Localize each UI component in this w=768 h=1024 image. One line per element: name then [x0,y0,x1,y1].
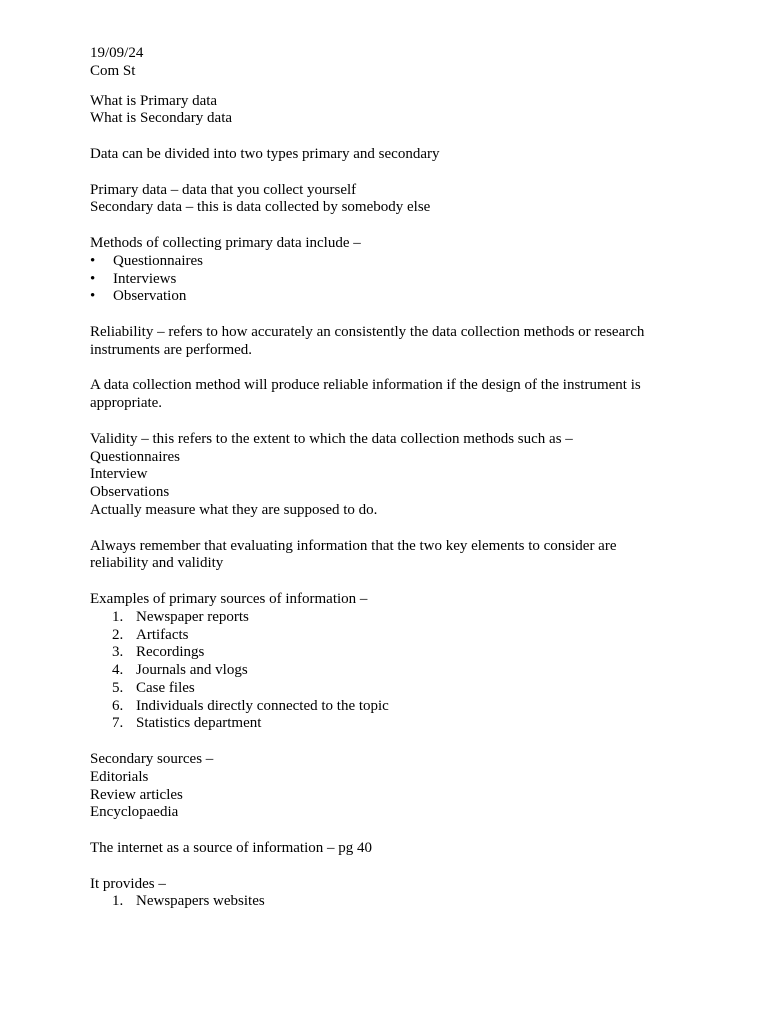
methods-heading: Methods of collecting primary data include – [90,234,361,251]
list-number: 1. [112,893,124,910]
list-item-text: Observation [113,288,187,305]
document-page [90,45,670,911]
reliability-note: A data collection method will produce reliable information if the design of the instrument is appropriate. [90,377,641,412]
provides-list [90,893,670,911]
list-number: 4. [112,662,124,679]
validity-line: Questionnaires [90,448,180,465]
list-item [90,627,670,645]
list-item-text: Statistics department [136,715,262,732]
secondary-definition: Secondary data – this is data collected by somebody else [90,199,431,216]
list-number: 2. [112,626,124,643]
list-item [90,715,670,733]
validity-line: Interview [90,466,148,483]
methods-list [90,253,670,306]
list-number: 6. [112,697,124,714]
primary-sources-heading: Examples of primary sources of information – [90,590,368,607]
intro-line: Data can be divided into two types primary and secondary [90,145,440,162]
list-item [90,680,670,698]
list-item [90,609,670,627]
list-item [90,288,670,306]
list-item-text: Interviews [113,270,177,287]
secondary-source-line: Encyclopaedia [90,804,179,821]
secondary-source-line: Editorials [90,768,149,785]
primary-definition: Primary data – data that you collect yourself [90,181,357,198]
primary-sources-list [90,609,670,734]
list-item-text: Case files [136,679,195,696]
internet-heading: The internet as a source of information – pg 40 [90,840,372,857]
list-item-text: Questionnaires [113,252,203,269]
list-item-text: Recordings [136,644,205,661]
list-item-text: Newspapers websites [136,893,265,910]
remember-note: Always remember that evaluating information that the two key elements to consider are reliability and validity [90,537,617,572]
secondary-source-line: Review articles [90,786,183,803]
list-item [90,253,670,271]
list-item-text: Individuals directly connected to the topic [136,697,389,714]
list-number: 3. [112,644,124,661]
validity-closing: Actually measure what they are supposed to do. [90,501,378,518]
note-subject: Com St [90,62,136,79]
bullet-icon: • [90,288,96,305]
secondary-sources-heading: Secondary sources – [90,751,214,768]
list-item-text: Journals and vlogs [136,662,248,679]
bullet-icon: • [90,270,96,287]
list-number: 7. [112,715,124,732]
list-item [90,644,670,662]
note-date: 19/09/24 [90,45,144,61]
provides-heading: It provides – [90,875,166,892]
list-item [90,698,670,716]
bullet-icon: • [90,252,96,269]
question-line: What is Secondary data [90,110,233,127]
list-number: 1. [112,608,124,625]
validity-line: Observations [90,484,170,501]
validity-definition: Validity – this refers to the extent to which the data collection methods such as – [90,430,573,447]
question-line: What is Primary data [90,92,218,109]
list-number: 5. [112,679,124,696]
list-item [90,662,670,680]
list-item-text: Newspaper reports [136,608,249,625]
reliability-definition: Reliability – refers to how accurately an consistently the data collection methods or research instruments are performed. [90,323,645,358]
list-item [90,893,670,911]
list-item-text: Artifacts [136,626,189,643]
list-item [90,271,670,289]
